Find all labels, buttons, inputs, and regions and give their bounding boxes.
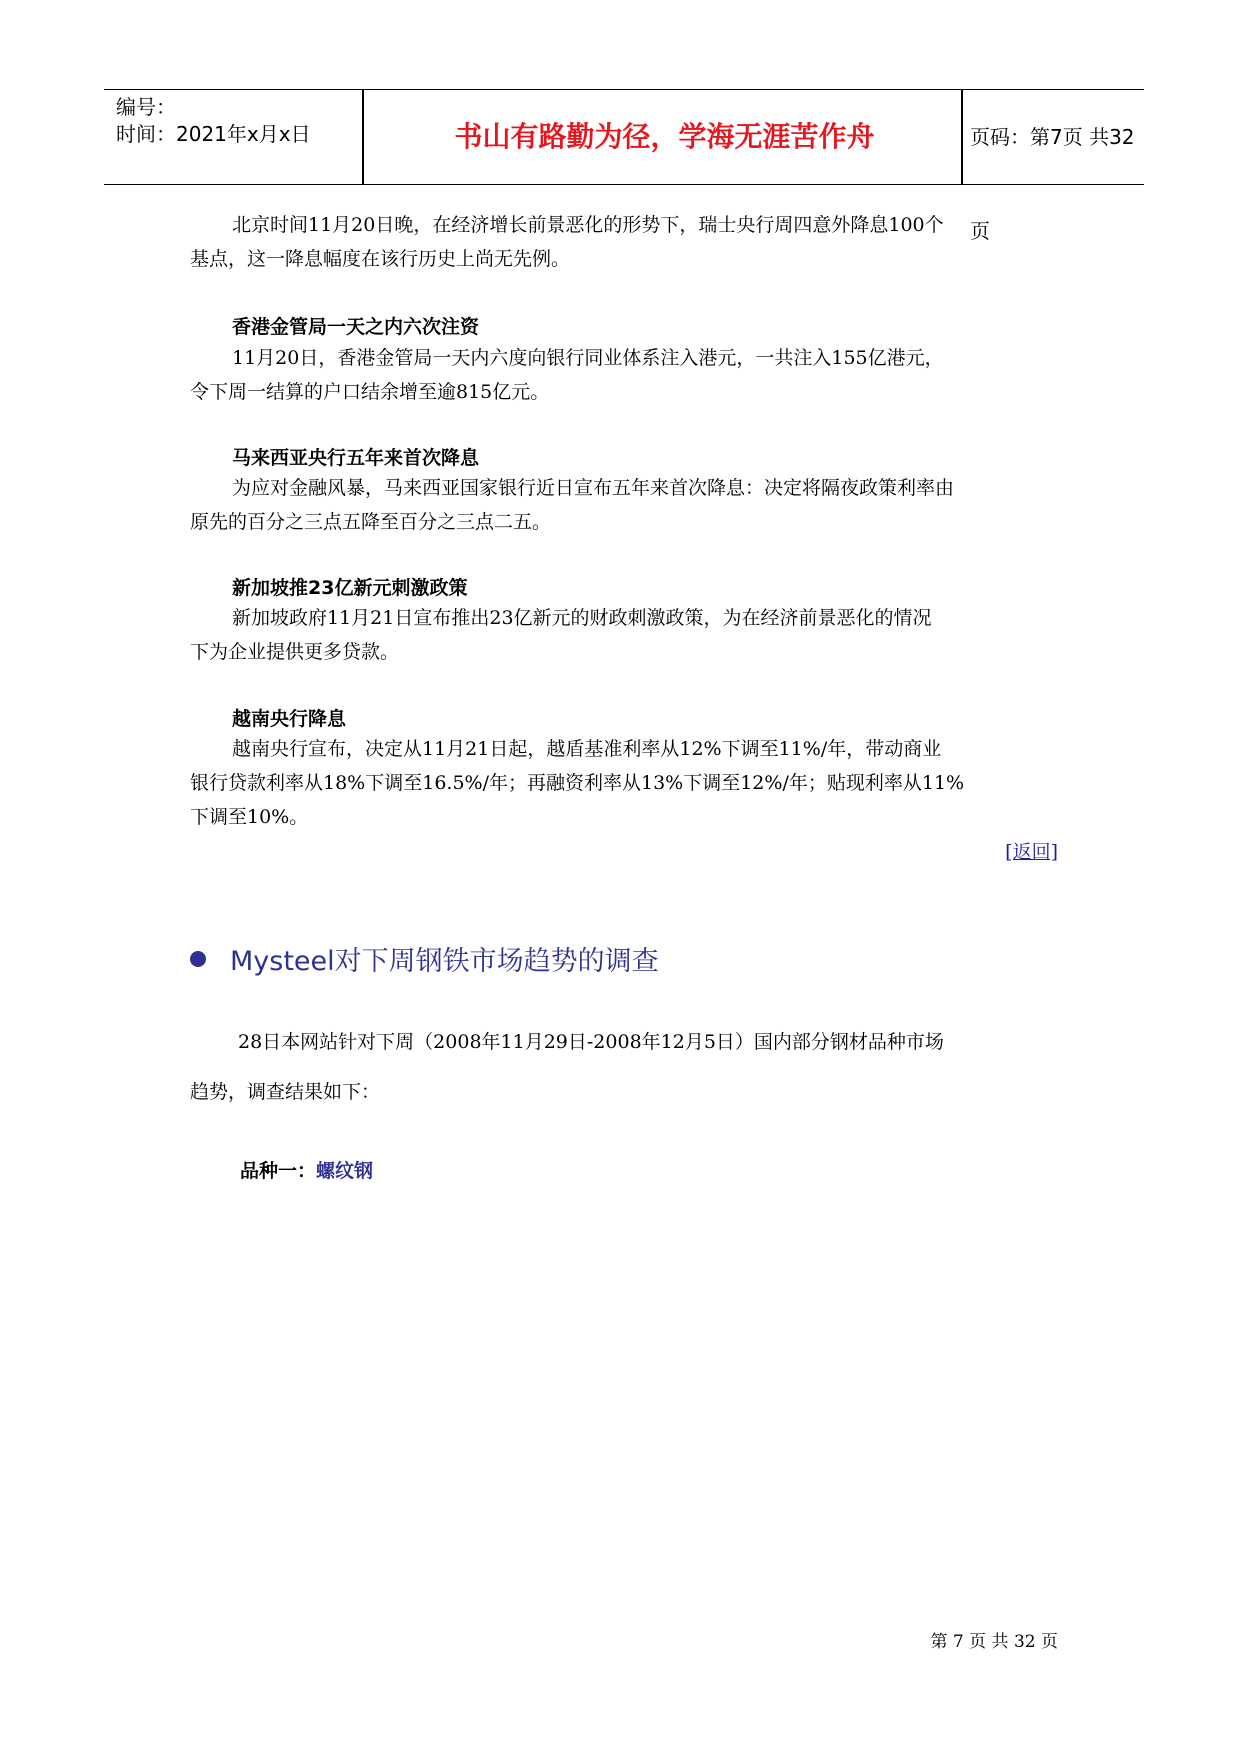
article-body: 为应对金融风暴，马来西亚国家银行近日宣布五年来首次降息：决定将隔夜政策利率由 原先的百分之三点五降至百分之三点二五。 — [190, 477, 955, 533]
article-title: 马来西亚央行五年来首次降息 — [232, 447, 480, 469]
header-meta — [116, 90, 366, 188]
header-motto: 书山有路勤为径，学海无涯苦作舟 — [454, 120, 875, 153]
article-title: 香港金管局一天之内六次注资 — [232, 316, 480, 338]
bullet-icon — [190, 951, 206, 967]
footer-page-number: 第 7 页 共 32 页 — [930, 1632, 1058, 1652]
time-label: 时间：2021年x月x日 — [116, 122, 311, 146]
header-divider-left — [362, 90, 364, 184]
survey-intro: 28日本网站针对下周（2008年11月29日-2008年12月5日）国内部分钢材品种市场 趋势，调查结果如下： — [190, 1031, 944, 1103]
back-link[interactable]: [返回] — [1005, 841, 1058, 863]
article-title: 越南央行降息 — [232, 708, 347, 730]
section-heading — [190, 939, 659, 978]
article-body: 北京时间11月20日晚，在经济增长前景恶化的形势下，瑞士央行周四意外降息100个 基点，这一降息幅度在该行历史上尚无先例。 — [190, 214, 944, 270]
article-body: 11月20日，香港金管局一天内六度向银行同业体系注入港元，一共注入155亿港元， 令下周一结算的户口结余增至逾815亿元。 — [190, 347, 944, 403]
article-body: 新加坡政府11月21日宣布推出23亿新元的财政刺激政策，为在经济前景恶化的情况 下为企业提供更多贷款。 — [190, 607, 932, 663]
header-divider-right — [961, 90, 963, 184]
variety-value: 螺纹钢 — [316, 1160, 374, 1182]
section-title: Mysteel对下周钢铁市场趋势的调查 — [230, 946, 659, 977]
article-body: 越南央行宣布，决定从11月21日起，越盾基准利率从12%下调至11%/年，带动商业 银行贷款利率从18%下调至16.5%/年；再融资利率从13%下调至12%/年；贴现利率从11% 下调至10%。 — [190, 738, 965, 828]
variety-label: 品种一： — [240, 1160, 317, 1182]
number-label: 编号： — [116, 95, 176, 119]
header-page-number: 页码：第7页 共32页 — [970, 125, 1135, 243]
variety-line — [240, 1156, 373, 1183]
article-title: 新加坡推23亿新元刺激政策 — [232, 577, 468, 599]
